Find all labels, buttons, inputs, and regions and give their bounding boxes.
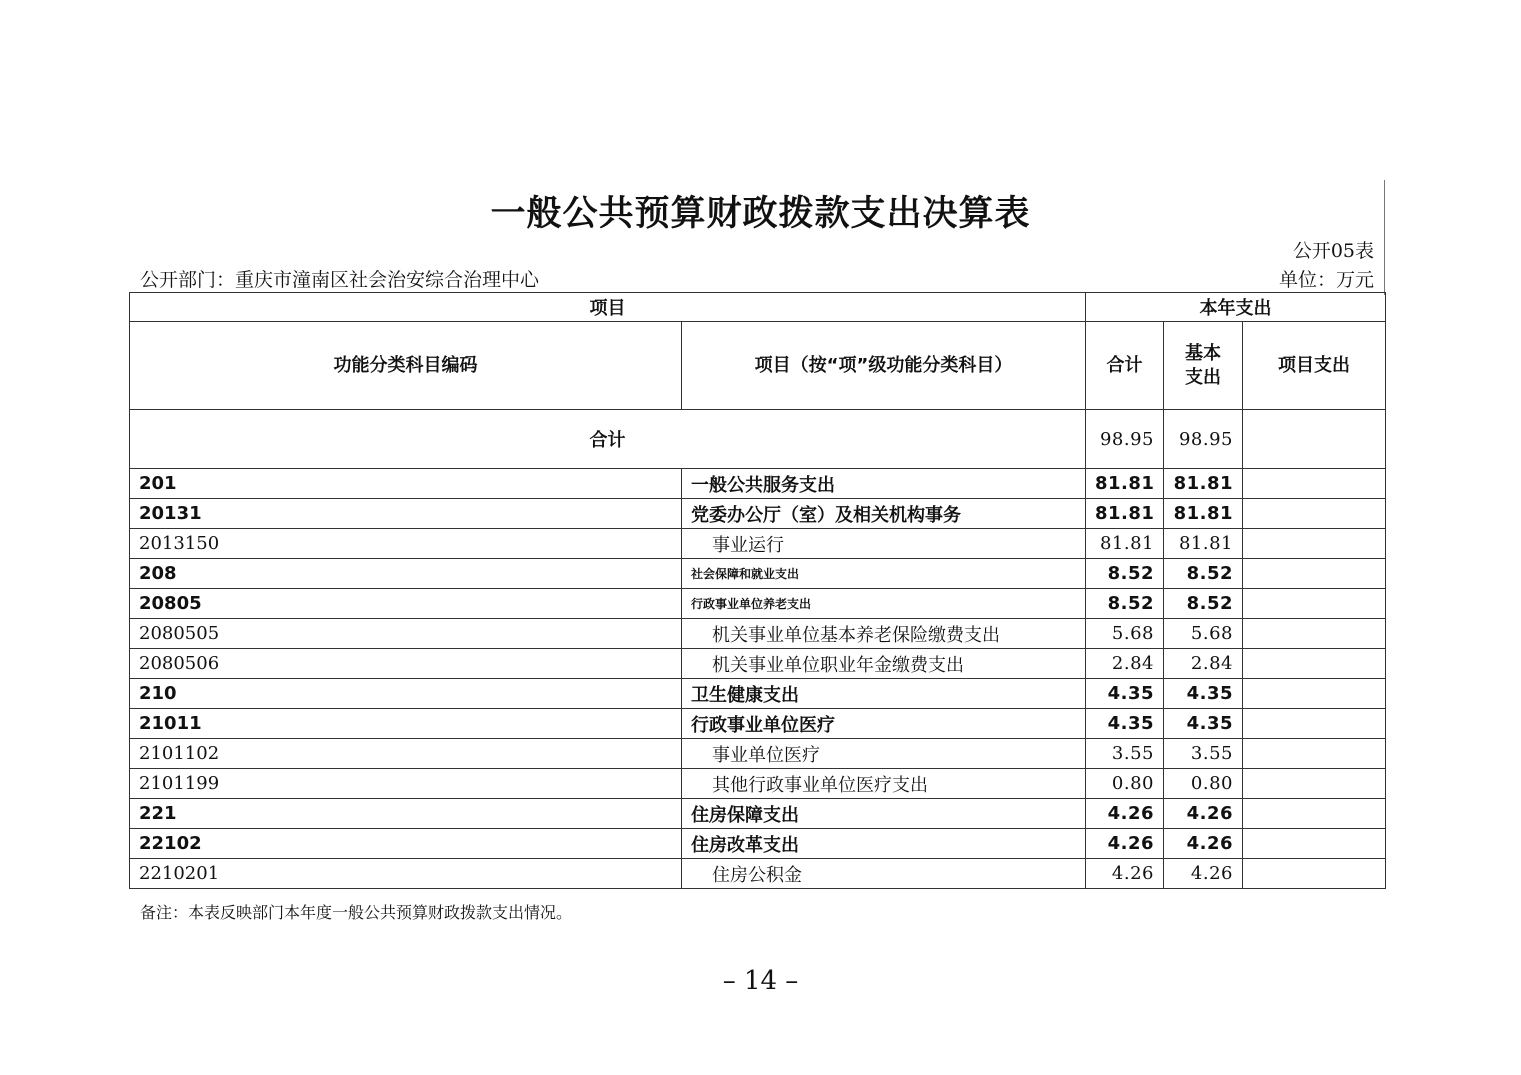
header-code: 功能分类科目编码	[130, 322, 682, 410]
row-code: 21011	[130, 709, 682, 739]
row-basic: 4.26	[1164, 799, 1243, 829]
page-number: – 14 –	[722, 966, 799, 996]
row-project	[1243, 829, 1386, 859]
row-project	[1243, 529, 1386, 559]
table-row	[130, 649, 1386, 679]
row-total: 8.52	[1086, 589, 1164, 619]
table-row	[130, 829, 1386, 859]
row-basic: 4.35	[1164, 679, 1243, 709]
row-code: 20131	[130, 499, 682, 529]
row-name: 住房公积金	[682, 859, 1086, 889]
row-total: 0.80	[1086, 769, 1164, 799]
row-name: 社会保障和就业支出	[682, 559, 1086, 589]
row-name: 机关事业单位职业年金缴费支出	[682, 649, 1086, 679]
row-project	[1243, 739, 1386, 769]
table-row	[130, 709, 1386, 739]
row-basic: 5.68	[1164, 619, 1243, 649]
row-code: 22102	[130, 829, 682, 859]
row-code: 20805	[130, 589, 682, 619]
header-item: 项目（按“项”级功能分类科目）	[682, 322, 1086, 410]
row-basic: 4.26	[1164, 859, 1243, 889]
row-name: 其他行政事业单位医疗支出	[682, 769, 1086, 799]
row-code: 210	[130, 679, 682, 709]
row-total: 81.81	[1086, 469, 1164, 499]
row-project	[1243, 589, 1386, 619]
row-name: 事业单位医疗	[682, 739, 1086, 769]
total-basic: 98.95	[1164, 410, 1243, 469]
row-total: 4.26	[1086, 859, 1164, 889]
table-row	[130, 469, 1386, 499]
row-basic: 81.81	[1164, 469, 1243, 499]
row-code: 201	[130, 469, 682, 499]
header-project: 项目	[130, 293, 1086, 322]
total-row	[130, 410, 1386, 469]
table-row	[130, 769, 1386, 799]
row-basic: 4.26	[1164, 829, 1243, 859]
form-number: 公开05表	[1292, 240, 1374, 262]
row-total: 4.26	[1086, 829, 1164, 859]
row-total: 81.81	[1086, 529, 1164, 559]
row-project	[1243, 679, 1386, 709]
row-code: 208	[130, 559, 682, 589]
header-current-year: 本年支出	[1086, 293, 1386, 322]
row-total: 4.35	[1086, 679, 1164, 709]
row-code: 221	[130, 799, 682, 829]
row-total: 4.26	[1086, 799, 1164, 829]
table-row	[130, 859, 1386, 889]
table-row	[130, 499, 1386, 529]
table-row	[130, 619, 1386, 649]
row-basic: 8.52	[1164, 559, 1243, 589]
row-code: 2101199	[130, 769, 682, 799]
row-code: 2101102	[130, 739, 682, 769]
table-row	[130, 589, 1386, 619]
row-code: 2210201	[130, 859, 682, 889]
row-total: 8.52	[1086, 559, 1164, 589]
row-project	[1243, 799, 1386, 829]
header-basic-line1: 基本	[1185, 342, 1221, 364]
budget-table	[129, 292, 1386, 889]
header-total: 合计	[1086, 322, 1164, 410]
row-name: 机关事业单位基本养老保险缴费支出	[682, 619, 1086, 649]
row-name: 党委办公厅（室）及相关机构事务	[682, 499, 1086, 529]
row-basic: 81.81	[1164, 499, 1243, 529]
row-basic: 0.80	[1164, 769, 1243, 799]
total-project	[1243, 410, 1386, 469]
table-row	[130, 529, 1386, 559]
row-name: 住房保障支出	[682, 799, 1086, 829]
row-project	[1243, 709, 1386, 739]
row-name: 行政事业单位医疗	[682, 709, 1086, 739]
row-name: 卫生健康支出	[682, 679, 1086, 709]
table-row	[130, 799, 1386, 829]
total-label: 合计	[130, 410, 1086, 469]
row-code: 2013150	[130, 529, 682, 559]
row-project	[1243, 619, 1386, 649]
row-basic: 2.84	[1164, 649, 1243, 679]
row-name: 一般公共服务支出	[682, 469, 1086, 499]
header-basic	[1164, 322, 1243, 410]
header-project-expense: 项目支出	[1243, 322, 1386, 410]
row-project	[1243, 769, 1386, 799]
row-project	[1243, 859, 1386, 889]
table-row	[130, 679, 1386, 709]
row-project	[1243, 559, 1386, 589]
row-basic: 81.81	[1164, 529, 1243, 559]
total-total: 98.95	[1086, 410, 1164, 469]
row-code: 2080505	[130, 619, 682, 649]
row-basic: 4.35	[1164, 709, 1243, 739]
footnote: 备注：本表反映部门本年度一般公共预算财政拨款支出情况。	[140, 903, 573, 922]
row-name: 事业运行	[682, 529, 1086, 559]
row-project	[1243, 499, 1386, 529]
department-label: 公开部门：重庆市潼南区社会治安综合治理中心	[140, 269, 540, 291]
row-basic: 8.52	[1164, 589, 1243, 619]
unit-label: 单位：万元	[1278, 269, 1374, 291]
row-code: 2080506	[130, 649, 682, 679]
row-project	[1243, 469, 1386, 499]
row-name: 住房改革支出	[682, 829, 1086, 859]
row-total: 3.55	[1086, 739, 1164, 769]
row-total: 5.68	[1086, 619, 1164, 649]
row-project	[1243, 649, 1386, 679]
header-basic-line2: 支出	[1185, 366, 1221, 388]
row-total: 81.81	[1086, 499, 1164, 529]
table-row	[130, 559, 1386, 589]
row-basic: 3.55	[1164, 739, 1243, 769]
row-name: 行政事业单位养老支出	[682, 589, 1086, 619]
document-title: 一般公共预算财政拨款支出决算表	[490, 194, 1031, 234]
row-total: 4.35	[1086, 709, 1164, 739]
row-total: 2.84	[1086, 649, 1164, 679]
table-row	[130, 739, 1386, 769]
